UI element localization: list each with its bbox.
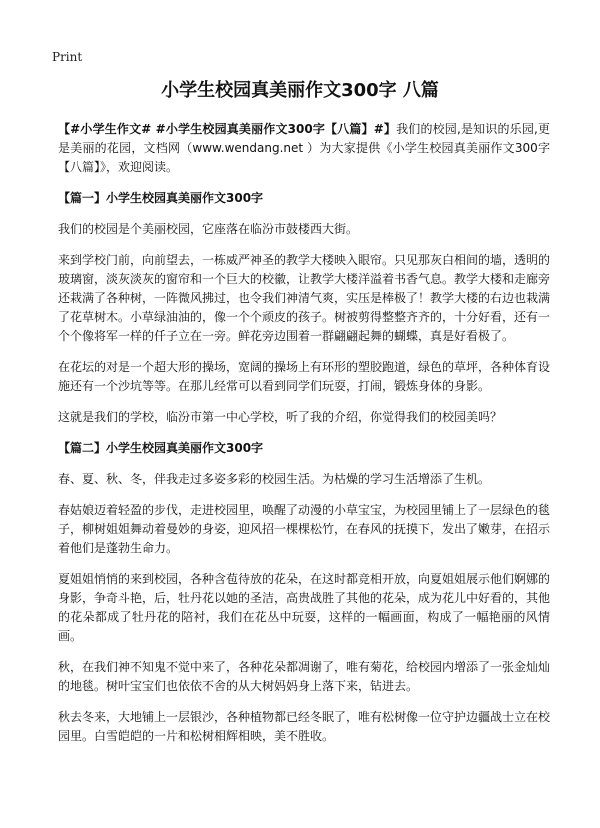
page-title: 小学生校园真美丽作文300字 八篇 bbox=[161, 80, 439, 101]
intro-text: 我们的校园,是知识的乐园,更是美丽的花园，文档网（www.wendang.net ）为大家提供《小学生校园真美丽作文300字【八篇】》，欢迎阅读。 bbox=[58, 122, 550, 174]
paragraph: 在花坛的对是一个超大形的操场，宽阔的操场上有环形的塑胶跑道，绿色的草坪，各种体育设施还有一个沙坑等等。在那儿经常可以看到同学们玩耍，打闹，锻炼身体的身影。 bbox=[58, 360, 551, 393]
paragraph: 来到学校门前，向前望去，一栋威严神圣的教学大楼映入眼帘。只见那灰白相间的墙，透明的玻璃窗，淡灰淡灰的窗帘和一个巨大的校徽，让教学大楼洋溢着书香气息。教学大楼和走廊旁还栽满了各种树，一阵微风拂过，也令我们神清气爽，实压是棒极了！教学大楼的右边也栽满了花草树木。小草绿油油的，像一个个顽皮的孩子。树被剪得整整齐齐的，十分好看，还有一个个像将军一样的仟子立在一旁。鲜花旁边围着一群翩翩起舞的蝴蝶，真是好看极了。 bbox=[58, 253, 551, 343]
article-body bbox=[58, 120, 550, 758]
paragraph: 秋去冬来，大地铺上一层银沙，各种植物都已经冬眠了，唯有松树像一位守护边疆战士立在校园里。白雪皑皑的一片和松树相辉相映，美不胜收。 bbox=[58, 710, 551, 743]
paragraph: 这就是我们的学校，临汾市第一中心学校，听了我的介绍，你觉得我们的校园美吗？ bbox=[58, 410, 503, 424]
paragraph: 我们的校园是个美丽校园，它座落在临汾市鼓楼西大街。 bbox=[58, 222, 359, 236]
section-heading-2: 【篇二】小学生校园真美丽作文300字 bbox=[58, 441, 264, 455]
paragraph: 夏姐姐悄悄的来到校园，各种含苞待放的花朵，在这时都竞相开放，向夏姐姐展示他们婀娜的身影，争奇斗艳，后，牡丹花以她的圣洁，高贵战胜了其他的花朵，成为花儿中好看的，其他的花朵都成了牡丹花的陪衬，我们在花丛中玩耍，这样的一幅画面，构成了一幅艳丽的风情画。 bbox=[58, 572, 551, 643]
paragraph: 春、夏、秋、冬，伴我走过多姿多彩的校园生活。为枯燥的学习生活增添了生机。 bbox=[58, 472, 491, 486]
paragraph: 春姑娘迈着轻盈的步伐，走进校园里，唤醒了动漫的小草宝宝，为校园里铺上了一层绿色的毯子，柳树姐姐舞动着曼妙的身姿，迎风招一棵棵松竹，在春风的抚摸下，发出了嫩芽，在招示着他们是蓬勃生命力。 bbox=[58, 503, 551, 555]
intro-paragraph bbox=[58, 120, 550, 177]
print-link[interactable]: Print bbox=[52, 50, 83, 64]
section-heading-1: 【篇一】小学生校园真美丽作文300字 bbox=[58, 191, 264, 205]
paragraph: 秋，在我们神不知鬼不觉中来了，各种花朵都凋谢了，唯有菊花，给校园内增添了一张金灿灿的地毯。树叶宝宝们也依依不舍的从大树妈妈身上落下来，钻进去。 bbox=[58, 660, 551, 693]
intro-tags: 【#小学生作文# #小学生校园真美丽作文300字【八篇】#】 bbox=[58, 122, 397, 136]
